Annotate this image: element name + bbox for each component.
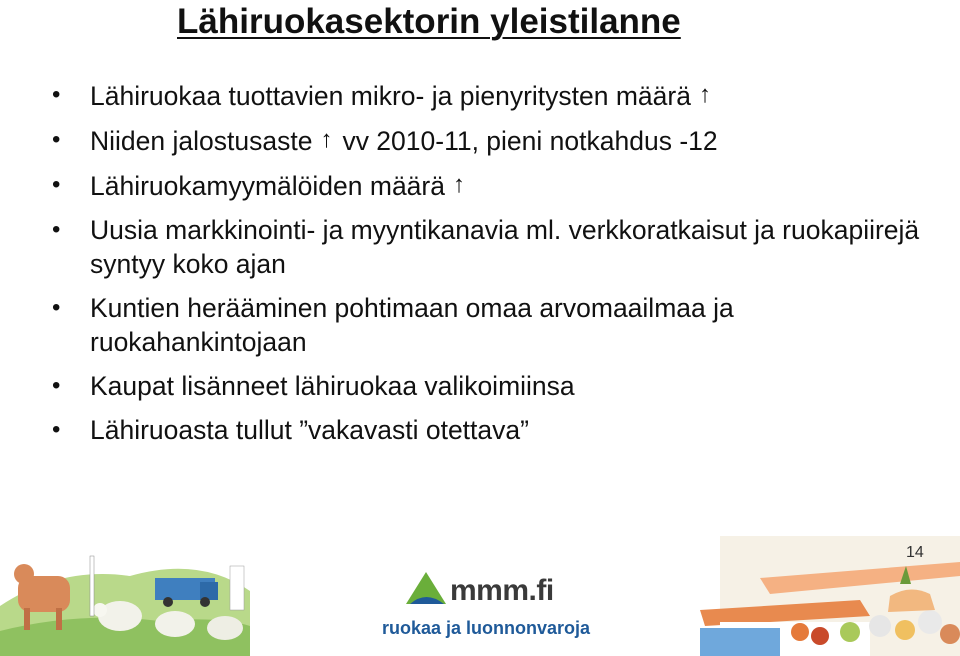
arrow-up-icon: ↑ [698,81,711,108]
bullet-item [52,413,932,447]
bullet-text: Kuntien herääminen pohtimaan omaa arvomaailmaa ja ruokahankintojaan [90,293,734,357]
bullet-item [52,213,932,281]
logo-wordmark: mmm.fi [450,574,554,607]
arrow-up-icon: ↑ [452,171,465,198]
bullet-text: Uusia markkinointi- ja myyntikanavia ml. verkkoratkaisut ja ruokapiirejä syntyy koko ajan [90,215,920,279]
bullet-text: Lähiruokamyymälöiden määrä [90,171,445,201]
bullet-item [52,78,932,113]
bullet-text: Lähiruoasta tullut ”vakavasti otettava” [90,415,529,445]
bullet-item [52,369,932,403]
bullet-text: Lähiruokaa tuottavien mikro- ja pienyritysten määrä [90,81,691,111]
bullet-item [52,168,932,203]
bullet-text: Niiden jalostusaste [90,126,313,156]
farm-scene-image [0,556,250,656]
slide-title: Lähiruokasektorin yleistilanne [177,2,681,41]
logo-tagline: ruokaa ja luonnonvaroja [382,618,591,638]
arrow-up-icon: ↑ [320,126,333,153]
logo-mark-icon [404,572,448,610]
page-number: 14 [906,544,924,561]
bullet-item [52,291,932,359]
bullet-text: vv 2010-11, pieni notkahdus -12 [342,126,718,156]
mmm-logo [382,566,604,646]
bullet-item [52,123,932,158]
bullet-text: Kaupat lisänneet lähiruokaa valikoimiinsa [90,371,575,401]
bullet-list [52,78,932,457]
